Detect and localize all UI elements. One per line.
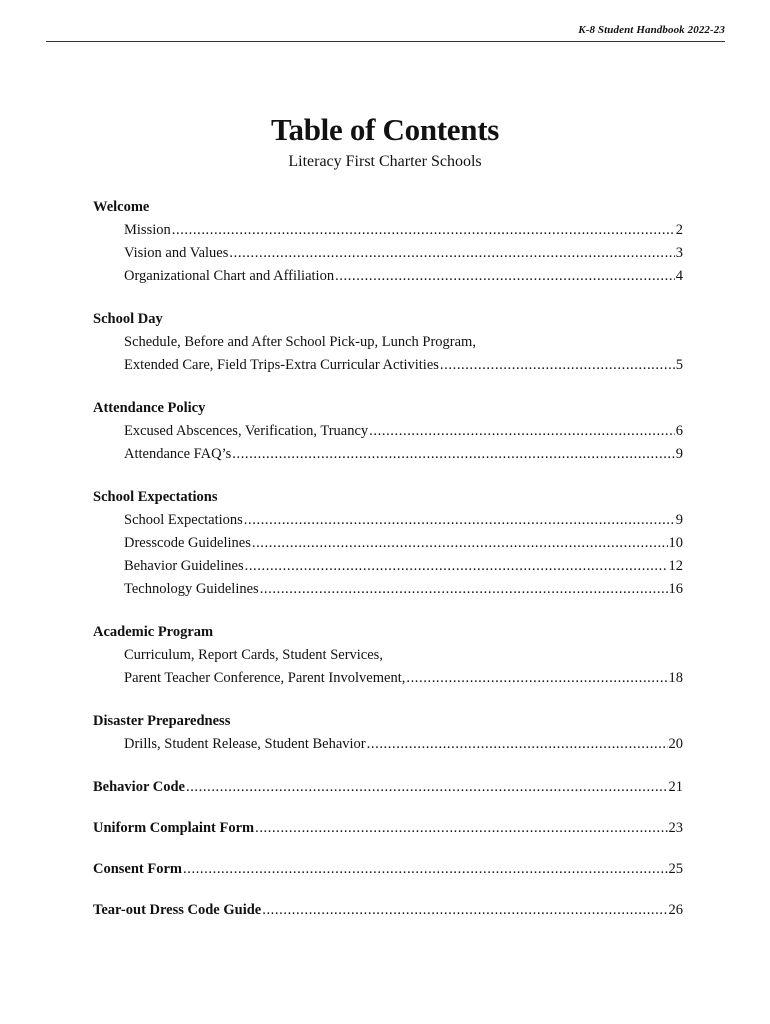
section-uniform-complaint-form	[93, 817, 683, 840]
dot-leader	[369, 420, 675, 443]
toc-page-number: 6	[675, 423, 683, 439]
toc-page-number: 5	[675, 357, 683, 373]
toc-entry-parent-teacher-conference	[93, 667, 683, 690]
running-header: K-8 Student Handbook 2022-23	[578, 24, 725, 36]
section-heading: School Day	[93, 311, 163, 327]
toc-entry-uniform-complaint-form	[93, 817, 683, 840]
header-rule	[46, 41, 725, 42]
toc-entry-label: Behavior Guidelines	[124, 558, 244, 574]
dot-leader	[186, 776, 668, 799]
toc-entry-label: Attendance FAQ’s	[124, 446, 232, 462]
toc-entry-label: Extended Care, Field Trips-Extra Curricular Activities	[124, 357, 439, 373]
dot-leader	[440, 354, 675, 377]
toc-page-number: 9	[675, 446, 683, 462]
dot-leader	[252, 532, 668, 555]
section-heading: Welcome	[93, 199, 150, 215]
toc-page-number: 23	[668, 820, 683, 836]
toc-entry-label: Uniform Complaint Form	[93, 820, 255, 836]
dot-leader	[229, 242, 674, 265]
dot-leader	[244, 509, 675, 532]
toc-page-number: 4	[675, 268, 683, 284]
section-heading: Attendance Policy	[93, 400, 206, 416]
toc-entry-label: Technology Guidelines	[124, 581, 259, 597]
toc-entry-behavior-guidelines	[93, 555, 683, 578]
toc-entry-vision-values	[93, 242, 683, 265]
dot-leader	[255, 817, 667, 840]
toc-entry-continued-text: Schedule, Before and After School Pick-up, Lunch Program,	[124, 334, 476, 350]
toc-entry-label: Tear-out Dress Code Guide	[93, 902, 262, 918]
toc-entry-label: Mission	[124, 222, 171, 238]
dot-leader	[262, 899, 667, 922]
section-school-expectations	[93, 486, 683, 601]
toc-entry-label: Dresscode Guidelines	[124, 535, 251, 551]
toc-entry-extended-care	[93, 354, 683, 377]
dot-leader	[406, 667, 667, 690]
toc-entry-behavior-code	[93, 776, 683, 799]
toc-page-number: 26	[668, 902, 683, 918]
page-title: Table of Contents	[270, 112, 499, 147]
section-disaster-preparedness	[93, 710, 683, 756]
toc-page-number: 2	[675, 222, 683, 238]
section-attendance-policy	[93, 397, 683, 466]
toc-entry-label: Consent Form	[93, 861, 183, 877]
toc-entry-label: Organizational Chart and Affiliation	[124, 268, 335, 284]
toc-entry-label: Drills, Student Release, Student Behavior	[124, 736, 366, 752]
toc-entry-attendance-faq	[93, 443, 683, 466]
toc-entry-technology-guidelines	[93, 578, 683, 601]
toc-page-number: 20	[668, 736, 683, 752]
toc-page-number: 9	[675, 512, 683, 528]
dot-leader	[232, 443, 675, 466]
section-behavior-code	[93, 776, 683, 799]
dot-leader	[245, 555, 668, 578]
section-heading: School Expectations	[93, 489, 218, 505]
table-of-contents	[93, 196, 683, 940]
page-subtitle: Literacy First Charter Schools	[288, 153, 482, 170]
toc-entry-label: School Expectations	[124, 512, 243, 528]
toc-entry-org-chart	[93, 265, 683, 288]
toc-entry-dresscode-guidelines	[93, 532, 683, 555]
toc-entry-excused-absences	[93, 420, 683, 443]
toc-entry-school-expectations	[93, 509, 683, 532]
toc-entry-label: Vision and Values	[124, 245, 229, 261]
toc-page-number: 16	[668, 581, 683, 597]
toc-page-number: 10	[668, 535, 683, 551]
toc-entry-consent-form	[93, 858, 683, 881]
dot-leader	[183, 858, 667, 881]
section-academic-program	[93, 621, 683, 690]
dot-leader	[260, 578, 668, 601]
toc-page-number: 21	[668, 779, 683, 795]
toc-entry-continued-text: Curriculum, Report Cards, Student Services,	[124, 647, 383, 663]
section-heading: Disaster Preparedness	[93, 713, 231, 729]
section-school-day	[93, 308, 683, 377]
toc-page-number: 12	[668, 558, 683, 574]
toc-page-number: 18	[668, 670, 683, 686]
dot-leader	[367, 733, 668, 756]
section-heading: Academic Program	[93, 624, 214, 640]
toc-entry-label: Behavior Code	[93, 779, 185, 795]
section-dress-code-guide	[93, 899, 683, 922]
section-welcome	[93, 196, 683, 288]
toc-entry-mission	[93, 219, 683, 242]
dot-leader	[172, 219, 675, 242]
toc-entry-label: Parent Teacher Conference, Parent Involvement,	[124, 670, 406, 686]
toc-entry-label: Excused Abscences, Verification, Truancy	[124, 423, 369, 439]
toc-page-number: 3	[675, 245, 683, 261]
toc-entry-drills	[93, 733, 683, 756]
toc-entry-dress-code-guide	[93, 899, 683, 922]
dot-leader	[335, 265, 675, 288]
section-consent-form	[93, 858, 683, 881]
toc-page-number: 25	[668, 861, 683, 877]
